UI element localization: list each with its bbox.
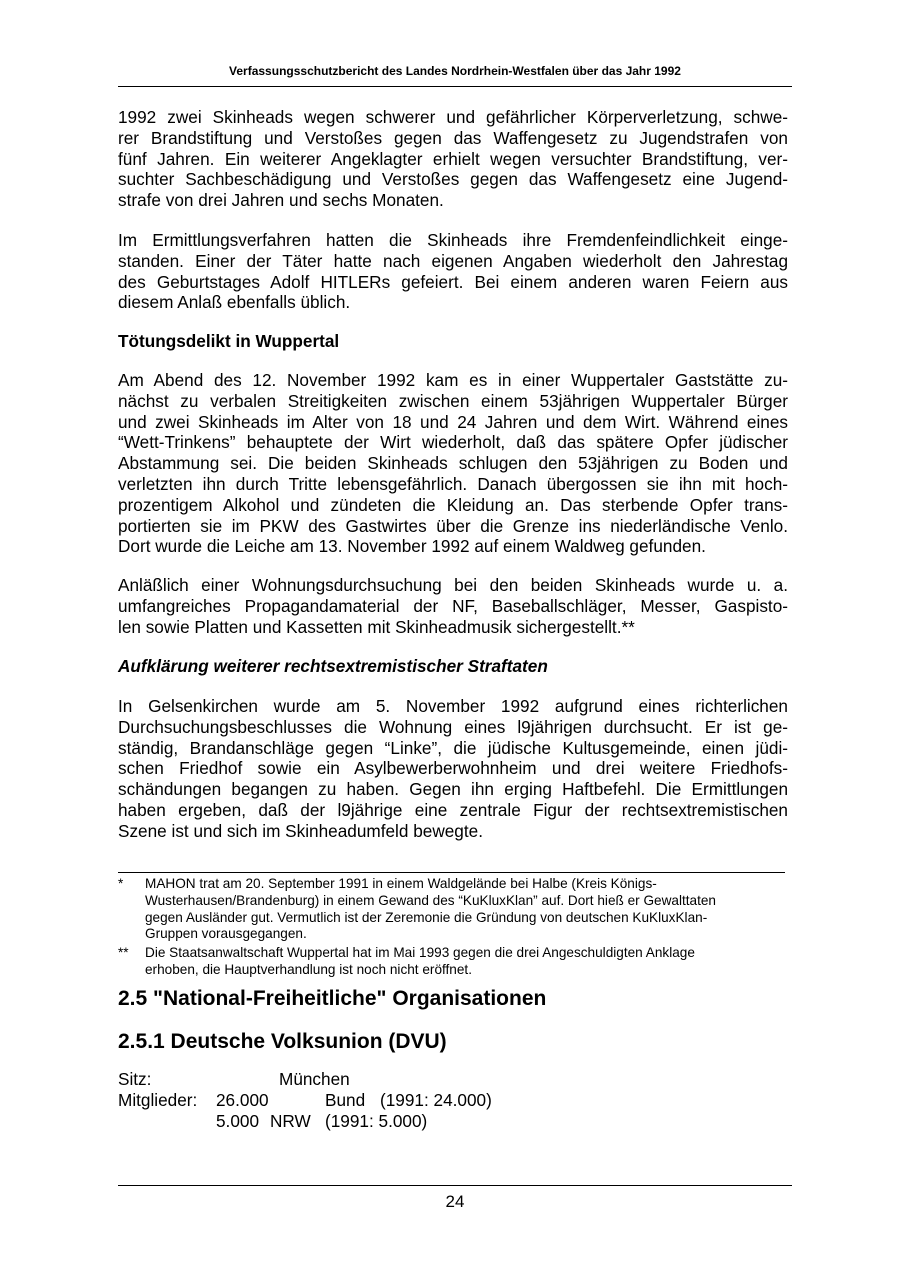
paragraph-line: 1992 zwei Skinheads wegen schwerer und gefährlicher Körperverletzung, schwe- bbox=[118, 107, 788, 127]
paragraph-line: verletzten ihn durch Tritte lebensgefährlich. Danach übergossen sie ihn mit hoch- bbox=[118, 473, 788, 494]
paragraph-4 bbox=[118, 575, 788, 637]
footnote-line: erhoben, die Hauptverhandlung ist noch nicht eröffnet. bbox=[145, 961, 472, 977]
footnote-2 bbox=[118, 945, 788, 981]
paragraph-line: In Gelsenkirchen wurde am 5. November 1992 aufgrund eines richterlichen bbox=[118, 696, 788, 716]
member-count: 26.000 bbox=[216, 1090, 269, 1110]
section-title: 2.5 "National-Freiheitliche" Organisationen bbox=[118, 987, 547, 1010]
paragraph-line: umfangreiches Propagandamaterial der NF, Baseballschläger, Messer, Gaspisto- bbox=[118, 595, 788, 616]
paragraph-line: Durchsuchungsbeschlusses die Wohnung eines l9jährigen durchsucht. Er ist ge- bbox=[118, 716, 788, 737]
member-count: 5.000 bbox=[216, 1111, 260, 1131]
sitz-value: München bbox=[279, 1069, 350, 1089]
footnote-line: Die Staatsanwaltschaft Wuppertal hat im Mai 1993 gegen die drei Angeschuldigten Anklage bbox=[145, 945, 695, 960]
running-header: Verfassungsschutzbericht des Landes Nordrhein-Westfalen über das Jahr 1992 bbox=[229, 64, 681, 78]
paragraph-2 bbox=[118, 230, 788, 313]
paragraph-line: Im Ermittlungsverfahren hatten die Skinheads ihre Fremdenfeindlichkeit einge- bbox=[118, 230, 788, 250]
member-scope: NRW bbox=[270, 1111, 311, 1131]
paragraph-1 bbox=[118, 107, 788, 211]
footnote-mark: ** bbox=[118, 945, 129, 960]
paragraph-line: strafe von drei Jahren und sechs Monaten. bbox=[118, 190, 444, 211]
paragraph-line: Am Abend des 12. November 1992 kam es in einer Wuppertaler Gaststätte zu- bbox=[118, 370, 788, 390]
paragraph-line: Anläßlich einer Wohnungsdurchsuchung bei den beiden Skinheads wurde u. a. bbox=[118, 575, 788, 595]
paragraph-line: rer Brandstiftung und Verstoßes gegen das Waffengesetz zu Jugendstrafen von bbox=[118, 127, 788, 148]
member-previous: (1991: 24.000) bbox=[380, 1090, 492, 1110]
paragraph-line: und zwei Skinheads im Alter von 18 und 24 Jahren und dem Wirt. Während eines bbox=[118, 411, 788, 432]
paragraph-line: prozentigem Alkohol und zündeten die Kleidung an. Das sterbende Opfer trans- bbox=[118, 494, 788, 515]
footnote-rule bbox=[118, 872, 785, 873]
page-number: 24 bbox=[445, 1192, 465, 1211]
footnote-line: Gruppen vorausgegangen. bbox=[145, 926, 307, 942]
member-previous: (1991: 5.000) bbox=[325, 1111, 428, 1131]
paragraph-line: diesem Anlaß ebenfalls üblich. bbox=[118, 292, 351, 313]
member-scope: Bund bbox=[325, 1090, 366, 1110]
sitz-label: Sitz: bbox=[118, 1069, 152, 1089]
paragraph-line: schen Friedhof sowie ein Asylbewerberwohnheim und drei weitere Friedhofs- bbox=[118, 758, 788, 779]
paragraph-line: “Wett-Trinkens” behauptete der Wirt wiederholt, daß das spätere Opfer jüdischer bbox=[118, 432, 788, 453]
paragraph-5 bbox=[118, 696, 788, 842]
footnote-line: Wusterhausen/Brandenburg) in einem Gewand des “KuKluxKlan” auf. Dort hieß er Gewalttaten bbox=[145, 892, 716, 908]
paragraph-line: ständig, Brandanschläge gegen “Linke”, die jüdische Kultusgemeinde, einen jüdi- bbox=[118, 737, 788, 758]
subsection-title: 2.5.1 Deutsche Volksunion (DVU) bbox=[118, 1030, 447, 1053]
footnote-line: gegen Ausländer gut. Vermutlich ist der Zeremonie die Gründung von deutschen KuKluxKlan- bbox=[145, 909, 708, 925]
footnote-mark: * bbox=[118, 876, 124, 891]
paragraph-line: Szene ist und sich im Skinheadumfeld bewegte. bbox=[118, 820, 483, 841]
mitglieder-label: Mitglieder: bbox=[118, 1090, 198, 1110]
footer-rule bbox=[118, 1185, 792, 1186]
paragraph-line: des Geburtstages Adolf HITLERs gefeiert. Bei einem anderen waren Feiern aus bbox=[118, 271, 788, 292]
paragraph-line: schändungen begangen zu haben. Gegen ihn erging Haftbefehl. Die Ermittlungen bbox=[118, 779, 788, 800]
paragraph-line: Dort wurde die Leiche am 13. November 1992 auf einem Waldweg gefunden. bbox=[118, 536, 706, 557]
section-heading-toetungsdelikt: Tötungsdelikt in Wuppertal bbox=[118, 331, 340, 351]
paragraph-3 bbox=[118, 370, 788, 557]
paragraph-line: nächst zu verbalen Streitigkeiten zwischen einem 53jährigen Wuppertaler Bürger bbox=[118, 390, 788, 411]
paragraph-line: fünf Jahren. Ein weiterer Angeklagter erhielt wegen versuchter Brandstiftung, ver- bbox=[118, 148, 788, 169]
footnote-1 bbox=[118, 876, 788, 946]
paragraph-line: len sowie Platten und Kassetten mit Skinheadmusik sichergestellt.** bbox=[118, 616, 635, 637]
header-rule bbox=[118, 86, 792, 87]
footnote-line: MAHON trat am 20. September 1991 in einem Waldgelände bei Halbe (Kreis Königs- bbox=[145, 876, 657, 891]
paragraph-line: haben ergeben, daß der l9jährige eine zentrale Figur der rechtsextremistischen bbox=[118, 799, 788, 820]
paragraph-line: Abstammung sei. Die beiden Skinheads schlugen den 53jährigen zu Boden und bbox=[118, 453, 788, 474]
section-heading-aufklaerung: Aufklärung weiterer rechtsextremistischer Straftaten bbox=[118, 656, 548, 676]
paragraph-line: suchter Sachbeschädigung und Verstoßes gegen das Waffengesetz eine Jugend- bbox=[118, 169, 788, 190]
paragraph-line: standen. Einer der Täter hatte nach eigenen Angaben wiederholt den Jahrestag bbox=[118, 250, 788, 271]
paragraph-line: portierten sie im PKW des Gastwirtes über die Grenze ins niederländische Venlo. bbox=[118, 515, 788, 536]
